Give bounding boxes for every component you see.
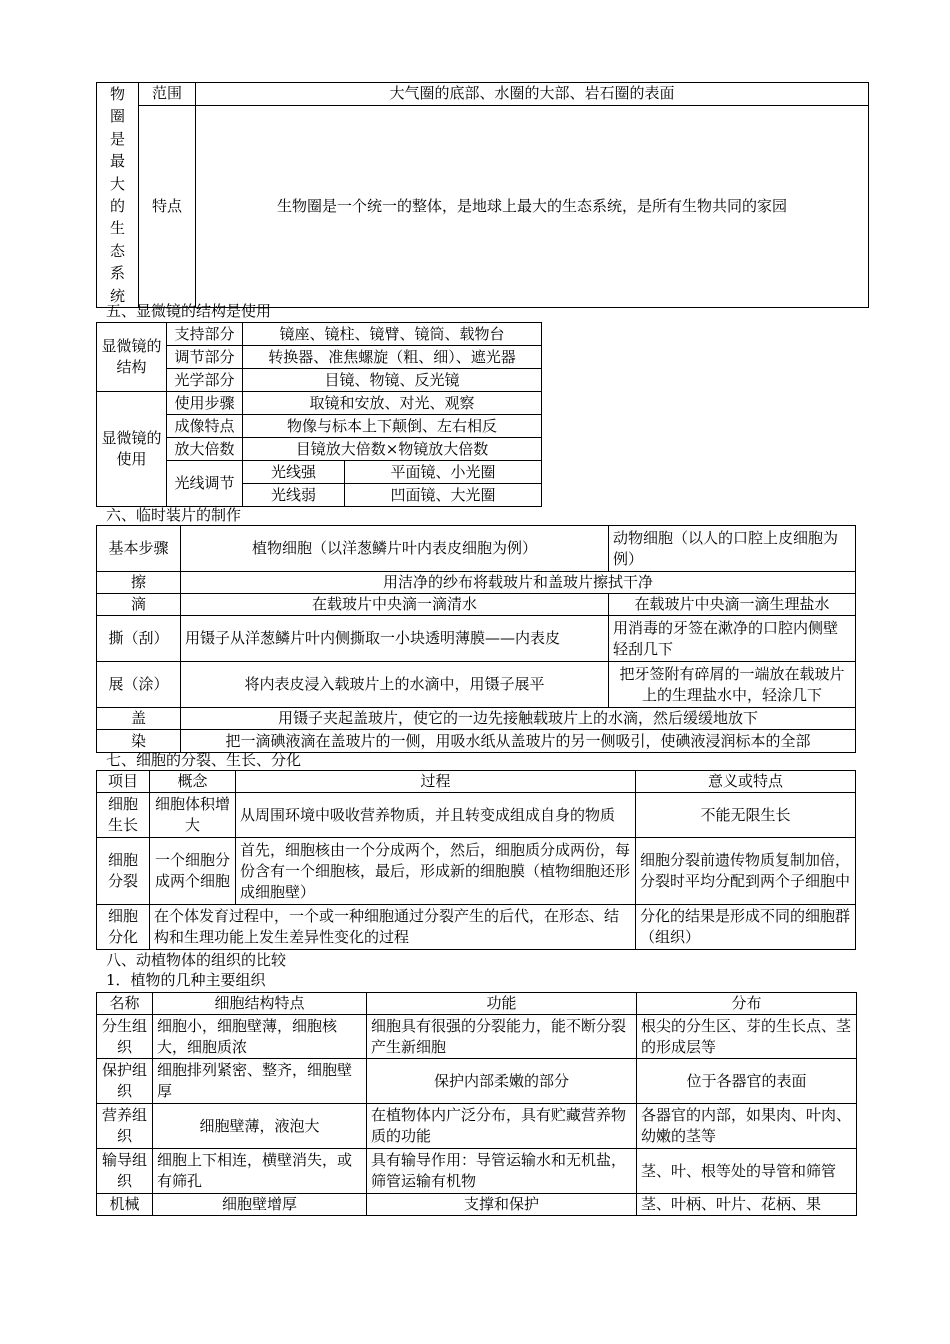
table-row: 细胞分裂 一个细胞分成两个细胞 首先，细胞核由一个分成两个，然后，细胞质分成两份，每份含有一个细胞核，最后，形成新的细胞膜（植物细胞还形成细胞壁） 细胞分裂前遗传物质复制加倍，分裂时平均分配到两个子细胞中 (97, 838, 856, 905)
imaging-value: 物像与标本上下颠倒、左右相反 (243, 415, 542, 438)
section-6-heading: 六、临时装片的制作 (106, 506, 242, 524)
optic-value: 目镜、物镜、反光镜 (243, 369, 542, 392)
section-8-heading: 八、动植物体的组织的比较 (106, 951, 287, 969)
steps-value: 取镜和安放、对光、观察 (243, 392, 542, 415)
steps-label: 使用步骤 (167, 392, 243, 415)
range-value: 大气圈的底部、水圈的大部、岩石圈的表面 (196, 83, 869, 106)
table-row: 机械 细胞壁增厚 支撑和保护 茎、叶柄、叶片、花柄、果 (97, 1194, 857, 1216)
cell-process-table: 项目 概念 过程 意义或特点 细胞生长 细胞体积增大 从周围环境中吸收营养物质，并且转变成组成自身的物质 不能无限生长 细胞分裂 一个细胞分成两个细胞 首先，细胞核由一个分成两个，然后，细胞质分成两份，每份含有一个细胞核，最后，形成新的细胞膜（植物细胞还形成细胞壁） 细胞分裂前遗传物质复制加倍，分裂时平均分配到两个子细胞中 细胞分化 在个体发育过程中，一个或一种细胞通过分裂产生的后代，在形态、结构和生理功能上发生差异性变化的过程 分化的结果是形成不同的细胞群（组织） (96, 770, 856, 950)
table-row: 撕（刮） 用镊子从洋葱鳞片叶内侧撕取一小块透明薄膜——内表皮 用消毒的牙签在漱净的口腔内侧壁轻刮几下 (97, 616, 856, 662)
strong-label: 光线强 (243, 461, 345, 484)
feature-label: 特点 (139, 105, 196, 307)
plant-header: 植物细胞（以洋葱鳞片叶内表皮细胞为例） (181, 526, 609, 572)
table-row: 细胞分化 在个体发育过程中，一个或一种细胞通过分裂产生的后代，在形态、结构和生理功能上发生差异性变化的过程 分化的结果是形成不同的细胞群（组织） (97, 905, 856, 950)
table-row: 细胞生长 细胞体积增大 从周围环境中吸收营养物质，并且转变成组成自身的物质 不能无限生长 (97, 793, 856, 838)
mag-value: 目镜放大倍数×物镜放大倍数 (243, 438, 542, 461)
range-label: 范围 (139, 83, 196, 106)
feature-value: 生物圈是一个统一的整体，是地球上最大的生态系统，是所有生物共同的家园 (196, 105, 869, 307)
step-header: 基本步骤 (97, 526, 181, 572)
section-8-1-heading: 1．植物的几种主要组织 (106, 971, 266, 989)
adjust-value: 转换器、准焦螺旋（粗、细）、遮光器 (243, 346, 542, 369)
table-row: 营养组织 细胞壁薄，液泡大 在植物体内广泛分布，具有贮藏营养物质的功能 各器官的内部，如果肉、叶肉、幼嫩的茎等 (97, 1104, 857, 1149)
biosphere-table (96, 82, 869, 308)
table-row: 滴 在载玻片中央滴一滴清水 在载玻片中央滴一滴生理盐水 (97, 594, 856, 616)
structure-label: 显微镜的结构 (97, 323, 167, 392)
adjust-label: 调节部分 (167, 346, 243, 369)
table-row: 分生组织 细胞小，细胞壁薄，细胞核大，细胞质浓 细胞具有很强的分裂能力，能不断分裂产生新细胞 根尖的分生区、芽的生长点、茎的形成层等 (97, 1015, 857, 1059)
light-label: 光线调节 (167, 461, 243, 507)
table-row: 染 把一滴碘液滴在盖玻片的一侧，用吸水纸从盖玻片的另一侧吸引，使碘液浸润标本的全部 (97, 730, 856, 753)
section-5-heading: 五、显微镜的结构是使用 (106, 302, 272, 320)
microscope-table (96, 322, 542, 507)
plant-tissue-table: 名称 细胞结构特点 功能 分布 分生组织 细胞小，细胞壁薄，细胞核大，细胞质浓 细胞具有很强的分裂能力，能不断分裂产生新细胞 根尖的分生区、芽的生长点、茎的形成层等 保护组织 细胞排列紧密、整齐，细胞壁厚 保护内部柔嫩的部分 位于各器官的表面 营养组织 细胞壁薄，液泡大 在植物体内广泛分布，具有贮藏营养物质的功能 各器官的内部，如果肉、叶肉、幼嫩的茎等 输导组织 细胞上下相连，横壁消失，或有筛孔 具有输导作用：导管运输水和无机盐，筛管运输有机物 茎、叶、根等处的导管和筛管 机械 细胞壁增厚 支撑和保护 茎、叶柄、叶片、花柄、果 (96, 992, 857, 1216)
imaging-label: 成像特点 (167, 415, 243, 438)
support-label: 支持部分 (167, 323, 243, 346)
support-value: 镜座、镜柱、镜臂、镜筒、载物台 (243, 323, 542, 346)
table-row: 保护组织 细胞排列紧密、整齐，细胞壁厚 保护内部柔嫩的部分 位于各器官的表面 (97, 1059, 857, 1104)
table-row: 盖 用镊子夹起盖玻片，使它的一边先接触载玻片上的水滴，然后缓缓地放下 (97, 708, 856, 730)
biosphere-side-label: 物 圈 是 最 大 的 生 态 系 统 (97, 83, 139, 308)
weak-label: 光线弱 (243, 484, 345, 507)
table-row: 展（涂） 将内表皮浸入载玻片上的水滴中，用镊子展平 把牙签附有碎屑的一端放在载玻片上的生理盐水中，轻涂几下 (97, 662, 856, 708)
slide-prep-table (96, 525, 856, 753)
optic-label: 光学部分 (167, 369, 243, 392)
strong-value: 平面镜、小光圈 (345, 461, 542, 484)
animal-header: 动物细胞（以人的口腔上皮细胞为例） (609, 526, 856, 572)
table-row: 输导组织 细胞上下相连，横壁消失，或有筛孔 具有输导作用：导管运输水和无机盐，筛管运输有机物 茎、叶、根等处的导管和筛管 (97, 1149, 857, 1194)
usage-label: 显微镜的使用 (97, 392, 167, 507)
mag-label: 放大倍数 (167, 438, 243, 461)
section-7-heading: 七、细胞的分裂、生长、分化 (106, 751, 302, 769)
weak-value: 凹面镜、大光圈 (345, 484, 542, 507)
table-row: 擦 用洁净的纱布将载玻片和盖玻片擦拭干净 (97, 572, 856, 594)
